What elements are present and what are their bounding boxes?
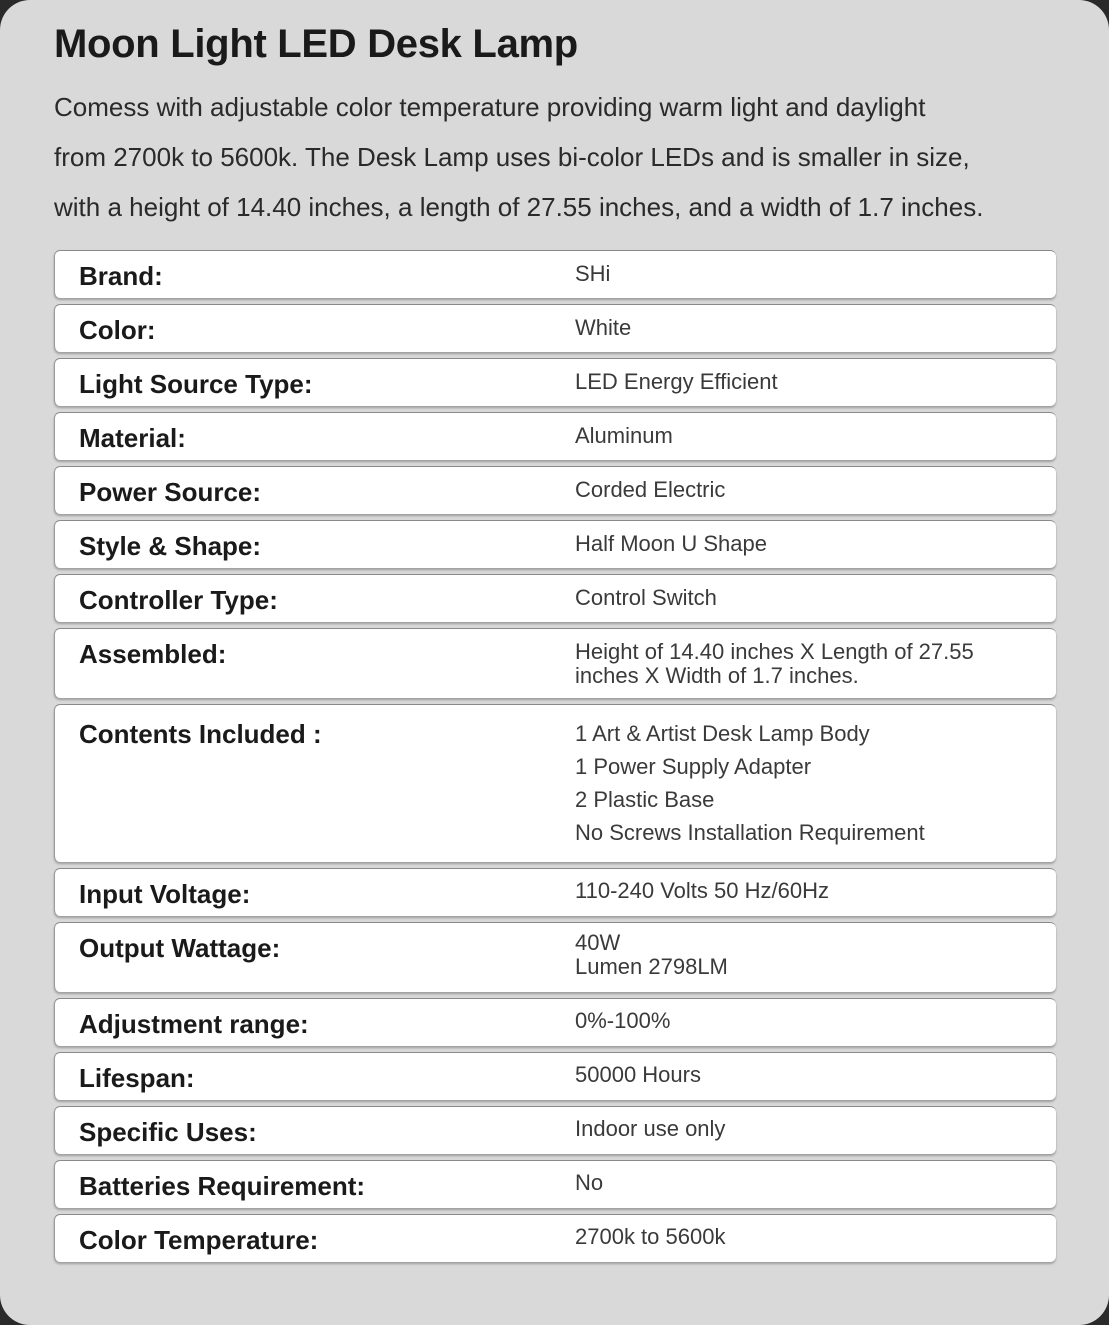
spec-value — [575, 1225, 1025, 1249]
spec-row-material — [54, 412, 1056, 460]
spec-label: Brand: — [79, 261, 163, 291]
spec-value-line: 50000 Hours — [575, 1062, 701, 1087]
spec-label: Adjustment range: — [79, 1009, 309, 1039]
spec-value — [575, 586, 1025, 610]
spec-value-line: 110-240 Volts 50 Hz/60Hz — [575, 878, 829, 903]
spec-row-contents-included — [54, 704, 1056, 862]
spec-label: Light Source Type: — [79, 369, 313, 399]
spec-row-input-voltage — [54, 868, 1056, 916]
spec-row-color-temperature — [54, 1214, 1056, 1262]
description-line: with a height of 14.40 inches, a length of 27.55 inches, and a width of 1.7 inches. — [54, 192, 984, 222]
spec-value-line: 0%-100% — [575, 1008, 671, 1033]
spec-value-line: LED Energy Efficient — [575, 369, 778, 394]
spec-row-power-source — [54, 466, 1056, 514]
spec-value-line: 2 Plastic Base — [575, 787, 715, 812]
spec-row-adjustment-range — [54, 998, 1056, 1046]
spec-value — [575, 370, 1025, 394]
spec-value — [575, 1009, 1025, 1033]
spec-value — [575, 478, 1025, 502]
spec-label: Output Wattage: — [79, 933, 281, 963]
spec-value-line: 1 Power Supply Adapter — [575, 754, 812, 779]
spec-row-controller-type — [54, 574, 1056, 622]
spec-row-light-source — [54, 358, 1056, 406]
spec-value — [575, 262, 1025, 286]
spec-value-line: SHi — [575, 261, 611, 286]
product-description — [54, 82, 1064, 232]
spec-label: Lifespan: — [79, 1063, 195, 1093]
spec-value-line: Half Moon U Shape — [575, 531, 767, 556]
spec-row-specific-uses — [54, 1106, 1056, 1154]
spec-value — [575, 532, 1025, 556]
spec-row-style-shape — [54, 520, 1056, 568]
spec-value — [575, 424, 1025, 448]
spec-value — [575, 1063, 1025, 1087]
spec-label: Color Temperature: — [79, 1225, 319, 1255]
spec-label: Style & Shape: — [79, 531, 262, 561]
spec-value-line: Height of 14.40 inches X Length of 27.55 — [575, 639, 974, 664]
spec-value — [575, 717, 1025, 849]
spec-row-batteries-requirement — [54, 1160, 1056, 1208]
spec-value-line: Aluminum — [575, 423, 673, 448]
spec-value — [575, 931, 1025, 979]
spec-value-line: inches X Width of 1.7 inches. — [575, 663, 859, 688]
spec-row-color — [54, 304, 1056, 352]
spec-value-line: No — [575, 1170, 604, 1195]
description-line: from 2700k to 5600k. The Desk Lamp uses bi-color LEDs and is smaller in size, — [54, 142, 970, 172]
spec-row-assembled — [54, 628, 1056, 698]
spec-row-output-wattage — [54, 922, 1056, 992]
spec-row-lifespan — [54, 1052, 1056, 1100]
spec-value-line: Lumen 2798LM — [575, 954, 728, 979]
spec-label: Contents Included : — [79, 719, 322, 749]
spec-value — [575, 879, 1025, 903]
spec-label: Material: — [79, 423, 186, 453]
spec-row-brand — [54, 250, 1056, 298]
spec-value — [575, 1117, 1025, 1141]
spec-label: Input Voltage: — [79, 879, 251, 909]
spec-value-line: White — [575, 315, 632, 340]
spec-label: Power Source: — [79, 477, 262, 507]
product-title: Moon Light LED Desk Lamp — [54, 22, 578, 66]
spec-label: Color: — [79, 315, 156, 345]
spec-label: Batteries Requirement: — [79, 1171, 366, 1201]
spec-value-line: No Screws Installation Requirement — [575, 820, 925, 845]
spec-value — [575, 316, 1025, 340]
spec-value — [575, 640, 1025, 688]
spec-label: Controller Type: — [79, 585, 278, 615]
spec-value-line: Corded Electric — [575, 477, 726, 502]
spec-label: Specific Uses: — [79, 1117, 257, 1147]
spec-value-line: Control Switch — [575, 585, 717, 610]
description-line: Comess with adjustable color temperature providing warm light and daylight — [54, 92, 926, 122]
spec-value-line: 2700k to 5600k — [575, 1224, 726, 1249]
spec-value-line: Indoor use only — [575, 1116, 726, 1141]
spec-table — [54, 250, 1056, 1268]
spec-value-line: 1 Art & Artist Desk Lamp Body — [575, 721, 870, 746]
spec-label: Assembled: — [79, 639, 227, 669]
spec-value-line: 40W — [575, 930, 621, 955]
spec-value — [575, 1171, 1025, 1195]
